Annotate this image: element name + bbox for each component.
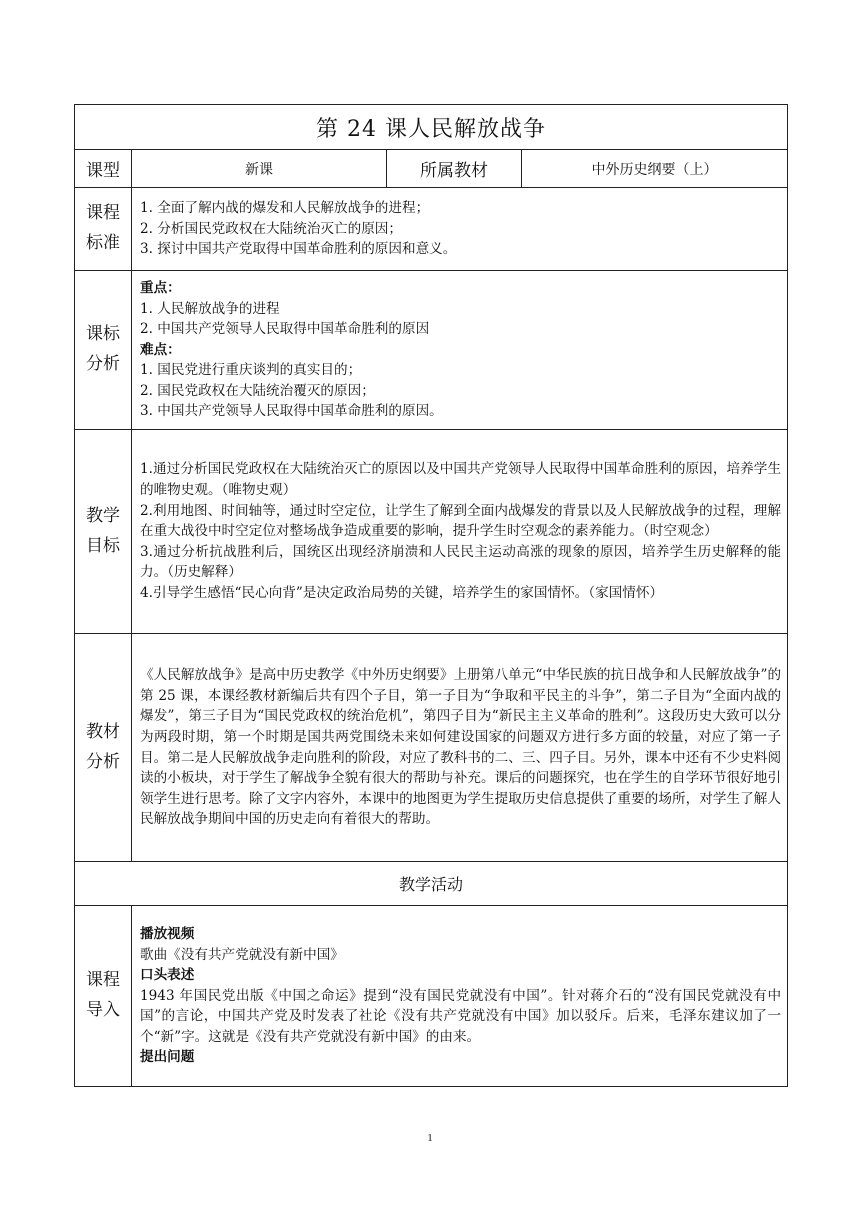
type-label: 课型 [75,150,132,188]
analysis-content [132,271,788,430]
material-row [75,634,788,862]
difficult-points-heading: 难点： [140,341,181,358]
list-item: 1. 国民党进行重庆谈判的真实目的； [140,362,362,379]
intro-content [132,906,788,1087]
activities-row [75,862,788,906]
list-item: 1. 全面了解内战的爆发和人民解放战争的进程； [140,200,430,217]
standard-row [75,188,788,271]
material-paragraph: 《人民解放战争》是高中历史教学《中外历史纲要》上册第八单元“中华民族的抗日战争和人民解放战争”的第 25 课，本课经教材新编后共有四个子目，第一子目为“争取和平民主的斗争”，第二子目为“全面内战的爆发”，第三子目为“国民党政权的统治危机”，第四子目为“新民主主义革命的胜利”。这段历史大致可以分为两段时期，第一个时期是国共两党围绕未来如何建设国家的问题双方进行多方面的较量，对应了第一子目。第二是人民解放战争走向胜利的阶段，对应了教科书的二、三、四子目。另外，课本中还有不少史料阅读的小板块，对于学生了解战争全貌有很大的帮助与补充。课后的问题探究，也在学生的自学环节很好地引领学生进行思考。除了文字内容外，本课中的地图更为学生提取历史信息提供了重要的场所，对学生了解人民解放战争期间中国的历史走向有着很大的帮助。 [140,667,782,828]
material-content [132,634,788,862]
oral-text: 1943 年国民党出版《中国之命运》提到“没有国民党就没有中国”。针对蒋介石的“没有国民党就没有中国”的言论，中国共产党及时发表了社论《没有共产党就没有中国》加以驳斥。后来，毛泽东建议加了一个“新”字。这就是《没有共产党就没有新中国》的由来。 [140,987,782,1045]
book-value: 中外历史纲要（上） [522,150,788,188]
list-item: 1. 人民解放战争的进程 [140,300,280,317]
book-label: 所属教材 [387,150,522,188]
standard-label: 课程 标准 [75,188,132,271]
standard-content [132,188,788,271]
material-label: 教材 分析 [75,634,132,862]
goals-row [75,430,788,634]
intro-label: 课程 导入 [75,906,132,1087]
list-item: 1.通过分析国民党政权在大陆统治灭亡的原因以及中国共产党领导人民取得中国革命胜利的原因，培养学生的唯物史观。（唯物史观） [140,461,782,499]
list-item: 2.利用地图、时间轴等，通过时空定位，让学生了解到全面内战爆发的背景以及人民解放战争的过程，理解在重大战役中时空定位对整场战争造成重要的影响，提升学生时空观念的素养能力。（时空观念） [140,502,782,540]
list-item: 4.引导学生感悟“民心向背”是决定政治局势的关键，培养学生的家国情怀。（家国情怀） [140,584,664,601]
key-points-heading: 重点： [140,279,181,296]
goals-label: 教学 目标 [75,430,132,634]
page-number: 1 [427,1132,433,1144]
intro-row [75,906,788,1087]
list-item: 3.通过分析抗战胜利后，国统区出现经济崩溃和人民民主运动高涨的现象的原因，培养学生历史解释的能力。（历史解释） [140,543,782,581]
list-item: 2. 中国共产党领导人民取得中国革命胜利的原因 [140,321,430,338]
video-text: 歌曲《没有共产党就没有新中国》 [140,946,344,963]
title-row [75,105,788,150]
question-heading: 提出问题 [140,1049,195,1066]
list-item: 3. 探讨中国共产党取得中国革命胜利的原因和意义。 [140,241,457,258]
goals-content [132,430,788,634]
type-value: 新课 [132,150,387,188]
analysis-label: 课标 分析 [75,271,132,430]
oral-heading: 口头表述 [140,967,195,984]
list-item: 3. 中国共产党领导人民取得中国革命胜利的原因。 [140,403,443,420]
list-item: 2. 国民党政权在大陆统治覆灭的原因； [140,382,375,399]
analysis-row [75,271,788,430]
activities-heading: 教学活动 [75,862,788,906]
lesson-title: 第 24 课人民解放战争 [75,105,788,150]
type-row [75,150,788,188]
lesson-plan-table [74,104,788,1087]
list-item: 2. 分析国民党政权在大陆统治灭亡的原因； [140,220,402,237]
video-heading: 播放视频 [140,925,195,942]
